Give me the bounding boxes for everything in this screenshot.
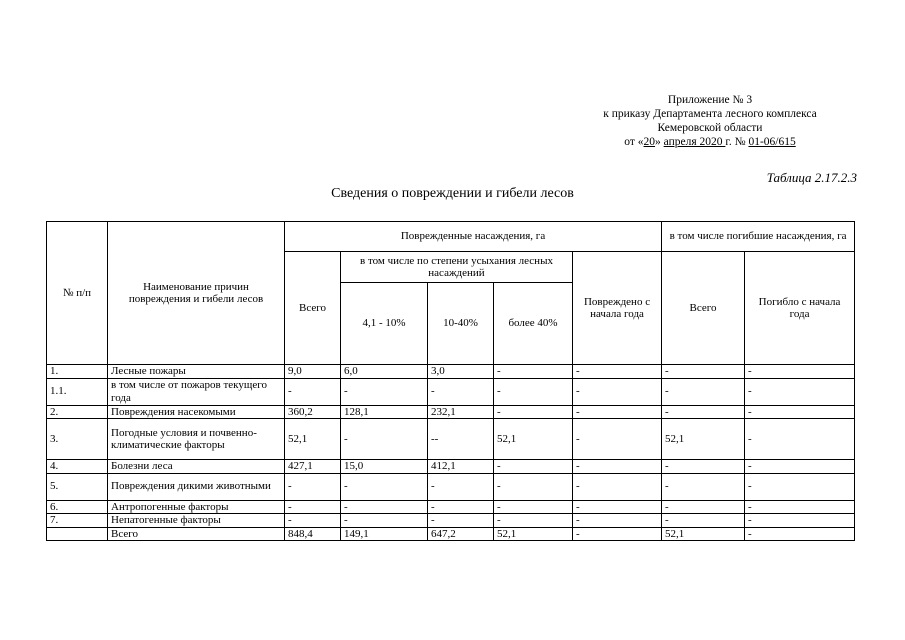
- date-month-year: апреля 2020: [663, 136, 726, 148]
- table-cell: -: [662, 500, 745, 514]
- page-title: Сведения о повреждении и гибели лесов: [331, 186, 574, 201]
- header-degree-3: более 40%: [494, 283, 573, 365]
- table-cell: 52,1: [285, 419, 341, 460]
- table-cell: -: [285, 514, 341, 528]
- table-cell: -: [428, 500, 494, 514]
- table-cell: --: [428, 419, 494, 460]
- date-prefix: от «: [624, 136, 644, 148]
- table-cell: -: [745, 527, 855, 541]
- table-cell: -: [573, 419, 662, 460]
- table-cell: -: [662, 514, 745, 528]
- table-cell: -: [494, 460, 573, 474]
- table-cell: -: [662, 365, 745, 379]
- table-cell: 128,1: [341, 405, 428, 419]
- table-row: [47, 365, 855, 379]
- table-cell: -: [662, 473, 745, 500]
- table-cell: 427,1: [285, 460, 341, 474]
- appendix-region: Кемеровской области: [657, 122, 763, 134]
- appendix-order-ref: к приказу Департамента лесного комплекса: [603, 108, 817, 120]
- table-cell: -: [662, 460, 745, 474]
- table-cell: -: [745, 460, 855, 474]
- table-cell: 52,1: [494, 527, 573, 541]
- table-cell: -: [573, 527, 662, 541]
- table-row: [47, 514, 855, 528]
- table-cell: в том числе от пожаров текущего года: [108, 378, 285, 405]
- header-total: Всего: [285, 252, 341, 365]
- table-cell: -: [745, 405, 855, 419]
- table-cell: 360,2: [285, 405, 341, 419]
- table-cell: -: [573, 500, 662, 514]
- table-cell: -: [662, 405, 745, 419]
- table-cell: -: [285, 378, 341, 405]
- table-cell: -: [573, 473, 662, 500]
- header-name: Наименование причин повреждения и гибели лесов: [108, 222, 285, 365]
- table-cell: Болезни леса: [108, 460, 285, 474]
- table-cell: -: [745, 419, 855, 460]
- table-row: [47, 460, 855, 474]
- table-cell: -: [573, 365, 662, 379]
- table-cell: -: [573, 460, 662, 474]
- appendix-title: Приложение № 3: [667, 94, 753, 106]
- date-suffix: г. №: [725, 136, 749, 148]
- header-dead-group: в том числе погибшие насаждения, га: [662, 222, 855, 252]
- table-cell: 1.: [47, 365, 108, 379]
- table-cell: 52,1: [662, 419, 745, 460]
- table-cell: 232,1: [428, 405, 494, 419]
- table-cell: 52,1: [662, 527, 745, 541]
- table-cell: -: [494, 365, 573, 379]
- table-cell: 5.: [47, 473, 108, 500]
- table-cell: -: [745, 500, 855, 514]
- table-cell: 2.: [47, 405, 108, 419]
- order-number: 01-06/615: [748, 136, 796, 148]
- header-degree-1: 4,1 - 10%: [341, 283, 428, 365]
- table-cell: -: [573, 378, 662, 405]
- table-cell: -: [494, 405, 573, 419]
- header-by-degree: в том числе по степени усыхания лесных насаждений: [341, 252, 573, 283]
- table-cell: [47, 527, 108, 541]
- table-cell: -: [428, 514, 494, 528]
- damage-table: [46, 221, 855, 541]
- table-cell: 7.: [47, 514, 108, 528]
- table-cell: -: [285, 473, 341, 500]
- table-body: [47, 365, 855, 541]
- table-cell: 1.1.: [47, 378, 108, 405]
- table-cell: -: [745, 365, 855, 379]
- table-cell: Погодные условия и почвенно-климатические факторы: [108, 419, 285, 460]
- table-cell: 52,1: [494, 419, 573, 460]
- table-cell: -: [428, 473, 494, 500]
- table-cell: -: [341, 419, 428, 460]
- table-cell: -: [494, 514, 573, 528]
- table-cell: Лесные пожары: [108, 365, 285, 379]
- table-row: [47, 405, 855, 419]
- table-cell: Непатогенные факторы: [108, 514, 285, 528]
- table-cell: 647,2: [428, 527, 494, 541]
- header-dead-total: Всего: [662, 252, 745, 365]
- table-cell: 149,1: [341, 527, 428, 541]
- header-dead-since-start: Погибло с начала года: [745, 252, 855, 365]
- table-cell: -: [745, 473, 855, 500]
- table-cell: -: [745, 378, 855, 405]
- table-row: [47, 473, 855, 500]
- header-degree-2: 10-40%: [428, 283, 494, 365]
- table-cell: -: [494, 473, 573, 500]
- table-cell: 9,0: [285, 365, 341, 379]
- table-cell: 412,1: [428, 460, 494, 474]
- table-cell: -: [573, 514, 662, 528]
- date-mid: »: [655, 136, 664, 148]
- table-row: [47, 527, 855, 541]
- table-cell: 848,4: [285, 527, 341, 541]
- table-cell: -: [494, 378, 573, 405]
- table-cell: -: [494, 500, 573, 514]
- date-day: 20: [643, 136, 656, 148]
- table-cell: -: [341, 473, 428, 500]
- appendix-block: [560, 93, 860, 149]
- table-cell: -: [341, 500, 428, 514]
- table-cell: -: [428, 378, 494, 405]
- table-cell: 15,0: [341, 460, 428, 474]
- table-cell: 3,0: [428, 365, 494, 379]
- table-cell: -: [573, 405, 662, 419]
- header-since-start: Повреждено с начала года: [573, 252, 662, 365]
- table-row: [47, 419, 855, 460]
- table-number: Таблица 2.17.2.3: [766, 170, 857, 185]
- table-cell: 3.: [47, 419, 108, 460]
- table-cell: -: [745, 514, 855, 528]
- table-row: [47, 378, 855, 405]
- header-num: № п/п: [47, 222, 108, 365]
- header-damaged: Поврежденные насаждения, га: [285, 222, 662, 252]
- table-cell: 6,0: [341, 365, 428, 379]
- table-row: [47, 500, 855, 514]
- table-cell: -: [341, 514, 428, 528]
- table-cell: Всего: [108, 527, 285, 541]
- appendix-date-line: [560, 135, 860, 149]
- table-cell: Повреждения насекомыми: [108, 405, 285, 419]
- table-cell: Антропогенные факторы: [108, 500, 285, 514]
- table-cell: -: [662, 378, 745, 405]
- table-cell: Повреждения дикими животными: [108, 473, 285, 500]
- table-cell: 4.: [47, 460, 108, 474]
- table-cell: 6.: [47, 500, 108, 514]
- table-cell: -: [341, 378, 428, 405]
- table-cell: -: [285, 500, 341, 514]
